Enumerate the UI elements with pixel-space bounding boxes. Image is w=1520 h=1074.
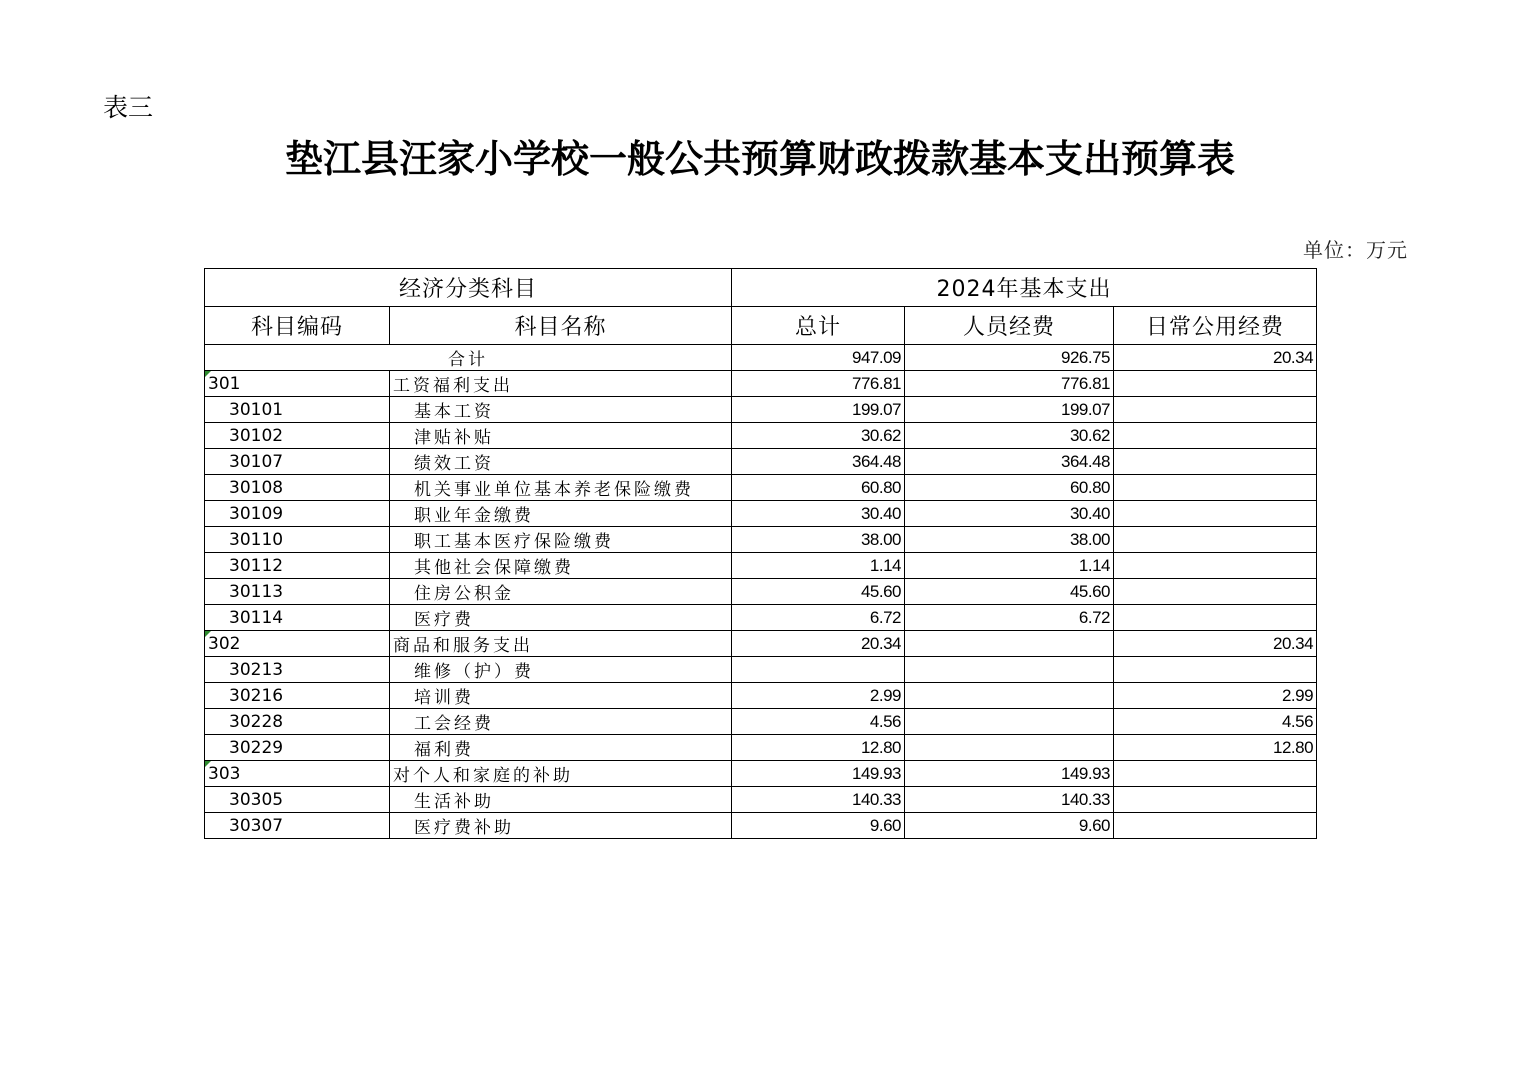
total-cell: 1.14 [732,553,905,579]
public-expense-cell [1114,397,1317,423]
total-row [205,345,1317,371]
personnel-expense-cell: 776.81 [905,371,1114,397]
subject-code-cell: 30101 [205,397,390,423]
table-row [205,553,1317,579]
public-expense-cell [1114,579,1317,605]
table-row [205,605,1317,631]
personnel-expense-cell: 45.60 [905,579,1114,605]
header-economic-category: 经济分类科目 [205,269,732,307]
personnel-expense-cell: 60.80 [905,475,1114,501]
public-expense-cell [1114,423,1317,449]
personnel-expense-cell: 38.00 [905,527,1114,553]
table-row [205,657,1317,683]
subject-name-cell: 职工基本医疗保险缴费 [390,527,732,553]
personnel-expense-cell: 30.40 [905,501,1114,527]
public-expense-cell: 20.34 [1114,631,1317,657]
header-basic-expenditure: 2024年基本支出 [732,269,1317,307]
total-cell: 140.33 [732,787,905,813]
total-cell: 12.80 [732,735,905,761]
table-row [205,371,1317,397]
total-cell: 45.60 [732,579,905,605]
total-cell: 30.40 [732,501,905,527]
public-expense-cell [1114,553,1317,579]
subject-name-cell: 培训费 [390,683,732,709]
personnel-expense-cell [905,735,1114,761]
total-cell: 2.99 [732,683,905,709]
subject-name-cell: 医疗费 [390,605,732,631]
table-label: 表三 [103,93,154,122]
page-title: 垫江县汪家小学校一般公共预算财政拨款基本支出预算表 [284,136,1235,181]
total-public: 20.34 [1114,345,1317,371]
public-expense-cell [1114,787,1317,813]
subject-code-cell: 30229 [205,735,390,761]
table-row [205,579,1317,605]
subject-code-cell: 30114 [205,605,390,631]
header-column-row [205,307,1317,345]
public-expense-cell [1114,371,1317,397]
subject-code-cell: 30307 [205,813,390,839]
subject-code-cell: 301 [205,371,390,397]
subject-name-cell: 工资福利支出 [390,371,732,397]
table-row [205,631,1317,657]
subject-code-cell: 30113 [205,579,390,605]
total-personnel: 926.75 [905,345,1114,371]
total-cell: 30.62 [732,423,905,449]
public-expense-cell [1114,501,1317,527]
subject-code-cell: 30102 [205,423,390,449]
subject-name-cell: 福利费 [390,735,732,761]
table-row [205,475,1317,501]
header-subject-code: 科目编码 [205,307,390,345]
subject-name-cell: 生活补助 [390,787,732,813]
total-cell: 38.00 [732,527,905,553]
public-expense-cell [1114,761,1317,787]
table-row [205,683,1317,709]
public-expense-cell: 12.80 [1114,735,1317,761]
public-expense-cell [1114,813,1317,839]
subject-name-cell: 医疗费补助 [390,813,732,839]
subject-code-cell: 30110 [205,527,390,553]
total-cell [732,657,905,683]
table-row [205,449,1317,475]
table-body [205,345,1317,839]
subject-name-cell: 绩效工资 [390,449,732,475]
subject-name-cell: 基本工资 [390,397,732,423]
table-row [205,709,1317,735]
personnel-expense-cell: 30.62 [905,423,1114,449]
table-row [205,423,1317,449]
subject-name-cell: 住房公积金 [390,579,732,605]
total-cell: 776.81 [732,371,905,397]
subject-code-cell: 30109 [205,501,390,527]
public-expense-cell [1114,449,1317,475]
table-row [205,397,1317,423]
personnel-expense-cell [905,709,1114,735]
header-group-row [205,269,1317,307]
public-expense-cell [1114,475,1317,501]
subject-code-cell: 302 [205,631,390,657]
total-cell: 60.80 [732,475,905,501]
subject-code-cell: 30305 [205,787,390,813]
personnel-expense-cell: 140.33 [905,787,1114,813]
total-sum: 947.09 [732,345,905,371]
personnel-expense-cell: 364.48 [905,449,1114,475]
unit-note: 单位：万元 [1303,238,1408,262]
total-cell: 199.07 [732,397,905,423]
public-expense-cell [1114,527,1317,553]
subject-name-cell: 商品和服务支出 [390,631,732,657]
personnel-expense-cell: 199.07 [905,397,1114,423]
header-total: 总计 [732,307,905,345]
header-public-expense: 日常公用经费 [1114,307,1317,345]
subject-name-cell: 其他社会保障缴费 [390,553,732,579]
budget-table [204,268,1317,839]
personnel-expense-cell: 9.60 [905,813,1114,839]
total-cell: 364.48 [732,449,905,475]
personnel-expense-cell: 149.93 [905,761,1114,787]
personnel-expense-cell [905,631,1114,657]
subject-code-cell: 30108 [205,475,390,501]
public-expense-cell: 2.99 [1114,683,1317,709]
table-row [205,527,1317,553]
public-expense-cell [1114,657,1317,683]
subject-code-cell: 303 [205,761,390,787]
subject-code-cell: 30112 [205,553,390,579]
subject-code-cell: 30107 [205,449,390,475]
subject-name-cell: 工会经费 [390,709,732,735]
header-subject-name: 科目名称 [390,307,732,345]
personnel-expense-cell: 6.72 [905,605,1114,631]
personnel-expense-cell [905,657,1114,683]
subject-code-cell: 30213 [205,657,390,683]
subject-name-cell: 津贴补贴 [390,423,732,449]
personnel-expense-cell [905,683,1114,709]
total-cell: 9.60 [732,813,905,839]
subject-code-cell: 30216 [205,683,390,709]
table-row [205,787,1317,813]
subject-name-cell: 维修（护）费 [390,657,732,683]
total-label: 合计 [205,345,732,371]
subject-name-cell: 机关事业单位基本养老保险缴费 [390,475,732,501]
subject-name-cell: 对个人和家庭的补助 [390,761,732,787]
total-cell: 149.93 [732,761,905,787]
subject-code-cell: 30228 [205,709,390,735]
total-cell: 4.56 [732,709,905,735]
total-cell: 6.72 [732,605,905,631]
header-personnel-expense: 人员经费 [905,307,1114,345]
table-row [205,501,1317,527]
public-expense-cell [1114,605,1317,631]
table-row [205,735,1317,761]
subject-name-cell: 职业年金缴费 [390,501,732,527]
table-row [205,813,1317,839]
public-expense-cell: 4.56 [1114,709,1317,735]
table-row [205,761,1317,787]
personnel-expense-cell: 1.14 [905,553,1114,579]
total-cell: 20.34 [732,631,905,657]
